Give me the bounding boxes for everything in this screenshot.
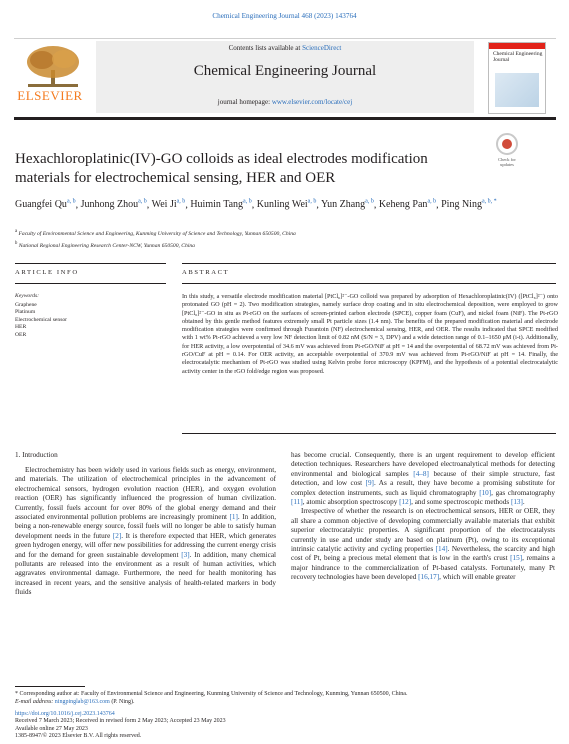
homepage-link[interactable]: www.elsevier.com/locate/cej [271, 98, 353, 106]
reference-link[interactable]: [15] [510, 554, 523, 563]
article-history [15, 711, 226, 741]
contents-prefix: Contents lists available at [228, 44, 303, 52]
sciencedirect-link[interactable]: ScienceDirect [302, 44, 342, 52]
affiliations [15, 227, 545, 251]
received-dates: Received 7 March 2023; Received in revised form 2 May 2023; Accepted 23 May 2023 [15, 718, 226, 725]
journal-cover[interactable] [488, 42, 546, 114]
journal-title[interactable]: Chemical Engineering Journal [193, 63, 377, 79]
reference-link[interactable]: [4–8] [413, 469, 429, 478]
author[interactable] [321, 199, 374, 210]
reference-link[interactable]: [1] [229, 513, 238, 522]
author-name[interactable]: Ping Ning [441, 199, 482, 211]
doi-link[interactable]: https://doi.org/10.1016/j.cej.2023.143764 [15, 711, 115, 717]
keywords-list [15, 302, 67, 339]
affiliation-text: National Regional Engineering Research Center-NCW, Yunnan 650500, China [18, 242, 195, 249]
reference-link[interactable]: [16,17] [418, 573, 440, 582]
paragraph: has become crucial. Consequently, there is an urgent requirement to develop efficient detection techniques. Researchers have developed electroanalytical methods for detecting environmental and biological samples [4–8] because of their simple structure, fast detection, and low cost [9]. As a result, they have become a promising substitute for complex detection instruments, such as liquid chromatography [10], gas chromatography [11], atomic absorption spectroscopy [12], and some spectroscopic methods [13]. [291, 451, 556, 507]
abstract-end-rule [182, 433, 556, 434]
copyright: 1385-8947/© 2023 Elsevier B.V. All rights reserved. [15, 733, 142, 740]
corresponding-author: * Corresponding author at: Faculty of Environmental Science and Engineering, Kunming University of Science and Technology, Kunming, Yunnan 650500, China. [15, 691, 408, 697]
reference-link[interactable]: [10] [479, 488, 492, 497]
affiliation-mark: a [15, 229, 18, 234]
author-name[interactable]: Huimin Tang [190, 199, 244, 211]
affiliation-mark: b [15, 240, 18, 246]
body-column-left [15, 466, 276, 598]
author-name[interactable]: Wei Ji [151, 199, 177, 211]
homepage-prefix: journal homepage: [217, 98, 272, 106]
author-list: Guangfei Qu$^{a, b}$, Junhong Zhou$^{a, b}$, Wei Ji$^{a, b}$, Huimin Tang$^{a, b}$, Kunling Wei$^{a, b}$, Yun Zhang$^{a, b}$, Keheng Pan$^{a, b}$, Ping Ning$^{a, b, *}$ [15, 199, 497, 211]
author[interactable] [15, 199, 76, 210]
keyword: HER [15, 324, 27, 331]
keyword: Electrochemical sensor [15, 316, 68, 323]
author-affiliation-mark[interactable]: a, b [66, 199, 76, 205]
author-name[interactable]: Kunling Wei [256, 199, 308, 211]
article-info-heading: ARTICLE INFO [15, 269, 79, 276]
check-for-updates-button[interactable] [492, 133, 522, 169]
introduction-heading: 1. Introduction [15, 451, 58, 459]
body-column-right [291, 451, 555, 583]
reference-link[interactable]: [14] [435, 545, 448, 554]
email-suffix: (P. Ning). [109, 698, 135, 705]
author-affiliation-mark[interactable]: a, b [365, 199, 374, 205]
author-name[interactable]: Junhong Zhou [80, 199, 139, 211]
email-label: E-mail address: [15, 698, 55, 705]
footnote-rule [15, 686, 85, 687]
author-name[interactable]: Guangfei Qu [15, 199, 67, 211]
article-title [15, 150, 485, 188]
check-updates-label: Check for updates [498, 157, 516, 167]
abstract-heading: ABSTRACT [182, 269, 230, 276]
author[interactable] [257, 199, 317, 210]
author[interactable] [152, 199, 186, 210]
author-affiliation-mark[interactable]: a, b [243, 199, 252, 205]
journal-homepage [96, 98, 474, 106]
cover-image [495, 73, 539, 107]
abstract-rule-top [182, 263, 556, 264]
abstract-text: In this study, a versatile electrode modification material [PtCl₆]²⁻-GO colloid was prepared by adsorption of Hexachloroplatinic(IV) ([PtCl₆]²⁻) onto protonated GO (pH = 2). Two modification strategies, namely surface drop coating and in situ electrochemical deposition, were employed to grow [PtCl₆]²⁻-GO in situ as Pt-rGO on the surfaces of screen-printed carbon electrode (SPCE), copper foam (CuF), and nickel foam (NiF). The Pt-rGO obtained by this gentle method features extremely small Pt particle sizes (1.4 nm). The benefits of the prepared modification material and electrode modification strategies were confirmed through Furantoin (NF) electrochemical sensing, HER, and OER. The results indicated that SPCE modified with 1 wt% Pt-rGO achieved a very low NF detection limit of 0.82 nM (S/N = 3, DPV) and a wide detection range of 0.1–1650 μM (i-t). Additionally, for HER activity, a low overpotential of 34.6 mV was achieved from Pt-rGO/NiF at pH = 14 and the overpotential of 68.72 mV was achieved from Pt-rGO/CuF at pH = 0.14. For OER activity, an acceptable overpotential of 370.9 mV was achieved from Pt-rGO/NiF at pH = 14. Finally, the electrocatalytic mechanism of Pt-rGO was studied using Kelvin probe force microscopy (KPFM), and the hypothesis of a potential electrocatalytic activity center in the rGO fold/edge region was proposed. [182, 293, 558, 375]
abstract-rule-bottom [182, 283, 556, 284]
affiliation-text: Faculty of Environmental Science and Engineering, Kunming University of Science and Technology, Yunnan 650500, China [18, 230, 296, 237]
cover-title: Chemical Engineering Journal [493, 51, 543, 64]
author-affiliation-mark[interactable]: a, b [427, 199, 437, 205]
publisher-wordmark: ELSEVIER [17, 88, 83, 103]
reference-link[interactable]: [13] [510, 498, 523, 507]
journal-citation[interactable]: Chemical Engineering Journal 468 (2023) 143764 [212, 12, 357, 20]
reference-link[interactable]: [2] [112, 531, 122, 540]
author[interactable] [190, 199, 251, 210]
author-affiliation-mark[interactable]: a, b, * [481, 199, 497, 205]
check-updates-icon [496, 133, 518, 155]
title-line-2: materials for electrochemical sensing, HER and OER [15, 170, 336, 186]
paragraph: Irrespective of whether the research is on electrochemical sensors, HER or OER, they all share a common objective of developing commercially available materials that exhibit superior electrocatalytic properties. A significant proportion of the electrocatalysts currently in use and under study are based on platinum (Pt), owing to its exceptional intrinsic catalytic activity and cycling properties [14]. Nevertheless, the scarcity and high cost of Pt, being a precious metal element that is low in the earth's crust [15], remains a major hindrance to the commercialization of Pt-based catalysts. Fortunately, many Pt recovery technologies have been developed [16,17], which will enable greater [291, 507, 555, 582]
author-name[interactable]: Keheng Pan [378, 199, 428, 211]
reference-link[interactable]: [9] [365, 479, 374, 488]
author[interactable] [81, 199, 147, 210]
keyword: Platinum [15, 309, 36, 316]
elsevier-tree-logo [22, 44, 84, 88]
reference-link[interactable]: [11] [291, 498, 303, 507]
available-online: Available online 27 May 2023 [15, 725, 88, 732]
article-info-rule-bottom [15, 283, 166, 284]
article-info-rule-top [15, 263, 166, 264]
keyword: Graphene [15, 302, 37, 308]
author[interactable] [379, 199, 436, 210]
email-link[interactable]: ningpinglab@163.com [54, 698, 110, 705]
affiliation [15, 227, 545, 239]
corresponding-footnote [15, 691, 555, 706]
cover-stripe [489, 43, 545, 49]
author[interactable] [441, 199, 497, 210]
email-line [15, 699, 555, 707]
contents-line [96, 44, 474, 52]
keyword: OER [15, 331, 27, 338]
reference-link[interactable]: [3] [181, 550, 190, 559]
keywords-heading: Keywords: [15, 293, 40, 299]
author-affiliation-mark[interactable]: a, b [138, 199, 147, 205]
affiliation [15, 239, 545, 251]
paragraph: Electrochemistry has been widely used in various fields such as energy, environment, and materials. The utilization of electrochemical principles in the advancement of electrochemical sensors, hydrogen evolution reaction (HER), and oxygen evolution reaction (OER) has significantly influenced the progression of human civilization. Currently, fossil fuels account for over 80% of the global energy demand and their associated environmental pollution problems are increasingly prominent [1]. In addition, being a non-renewable energy source, fossil fuels will no longer be able to satisfy human development needs in the future [2]. It is therefore expected that HER, which generates green hydrogen energy, will offer new possibilities for addressing the current energy crisis and for the demand for green sustainable development [3]. In addition, many chemical pollutants are released into the environment as a result of human activities, which aggravates environmental damage. Furthermore, the need for health monitoring has increased in recent years, and the sensitive analysis of health-related markers in body fluids [15, 466, 277, 597]
reference-link[interactable]: [12] [399, 498, 412, 507]
title-line-1: Hexachloroplatinic(IV)-GO colloids as ideal electrodes modification [15, 151, 428, 167]
author-affiliation-mark[interactable]: a, b [176, 199, 186, 205]
author-affiliation-mark[interactable]: a, b [307, 199, 317, 205]
author-name[interactable]: Yun Zhang [320, 199, 366, 211]
